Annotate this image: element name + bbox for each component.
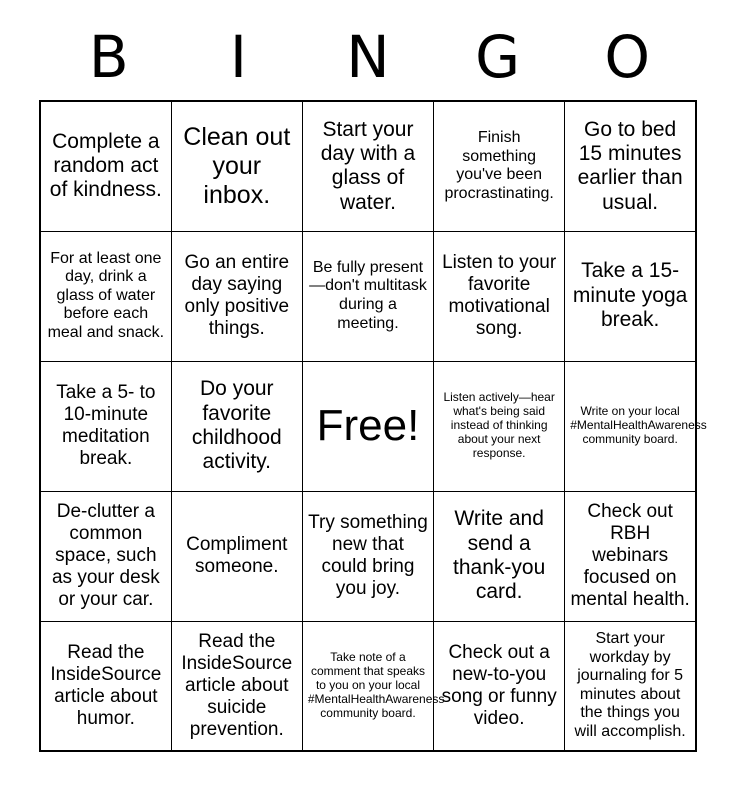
- bingo-cell[interactable]: Complete a random act of kindness.: [40, 101, 171, 231]
- bingo-row: [40, 231, 696, 361]
- bingo-cell[interactable]: Read the InsideSource article about humor.: [40, 621, 171, 751]
- bingo-row: [40, 361, 696, 491]
- bingo-letter-i: I: [229, 23, 247, 91]
- bingo-cell[interactable]: Listen to your favorite motivational song.: [434, 231, 565, 361]
- bingo-cell[interactable]: Clean out your inbox.: [171, 101, 302, 231]
- bingo-cell[interactable]: Listen actively—hear what's being said instead of thinking about your next response.: [434, 361, 565, 491]
- bingo-cell[interactable]: Write on your local #MentalHealthAwareness community board.: [565, 361, 696, 491]
- bingo-cell[interactable]: Go an entire day saying only positive things.: [171, 231, 302, 361]
- bingo-cell[interactable]: Read the InsideSource article about suicide prevention.: [171, 621, 302, 751]
- bingo-letter-o: O: [604, 23, 650, 91]
- bingo-cell[interactable]: Take note of a comment that speaks to you on your local #MentalHealthAwareness community board.: [302, 621, 433, 751]
- bingo-cell[interactable]: Compliment someone.: [171, 491, 302, 621]
- bingo-row: [40, 101, 696, 231]
- bingo-cell[interactable]: Start your day with a glass of water.: [302, 101, 433, 231]
- bingo-letter-g: G: [475, 23, 521, 91]
- bingo-cell[interactable]: Do your favorite childhood activity.: [171, 361, 302, 491]
- bingo-cell[interactable]: Take a 15-minute yoga break.: [565, 231, 696, 361]
- bingo-row: [40, 491, 696, 621]
- bingo-cell[interactable]: Check out RBH webinars focused on mental health.: [565, 491, 696, 621]
- bingo-title: [38, 23, 698, 91]
- bingo-cell[interactable]: Check out a new-to-you song or funny video.: [434, 621, 565, 751]
- bingo-row: [40, 621, 696, 751]
- bingo-cell[interactable]: Try something new that could bring you joy.: [302, 491, 433, 621]
- bingo-cell[interactable]: Go to bed 15 minutes earlier than usual.: [565, 101, 696, 231]
- bingo-cell[interactable]: De-clutter a common space, such as your desk or your car.: [40, 491, 171, 621]
- bingo-cell[interactable]: Take a 5- to 10-minute meditation break.: [40, 361, 171, 491]
- bingo-cell[interactable]: Write and send a thank-you card.: [434, 491, 565, 621]
- bingo-cell[interactable]: Finish something you've been procrastinating.: [434, 101, 565, 231]
- bingo-cell-free[interactable]: Free!: [302, 361, 433, 491]
- bingo-cell[interactable]: For at least one day, drink a glass of water before each meal and snack.: [40, 231, 171, 361]
- bingo-card: [39, 100, 707, 752]
- bingo-cell[interactable]: Start your workday by journaling for 5 minutes about the things you will accomplish.: [565, 621, 696, 751]
- bingo-cell[interactable]: Be fully present—don't multitask during a meeting.: [302, 231, 433, 361]
- bingo-letter-b: B: [88, 23, 129, 91]
- bingo-letter-n: N: [346, 23, 390, 91]
